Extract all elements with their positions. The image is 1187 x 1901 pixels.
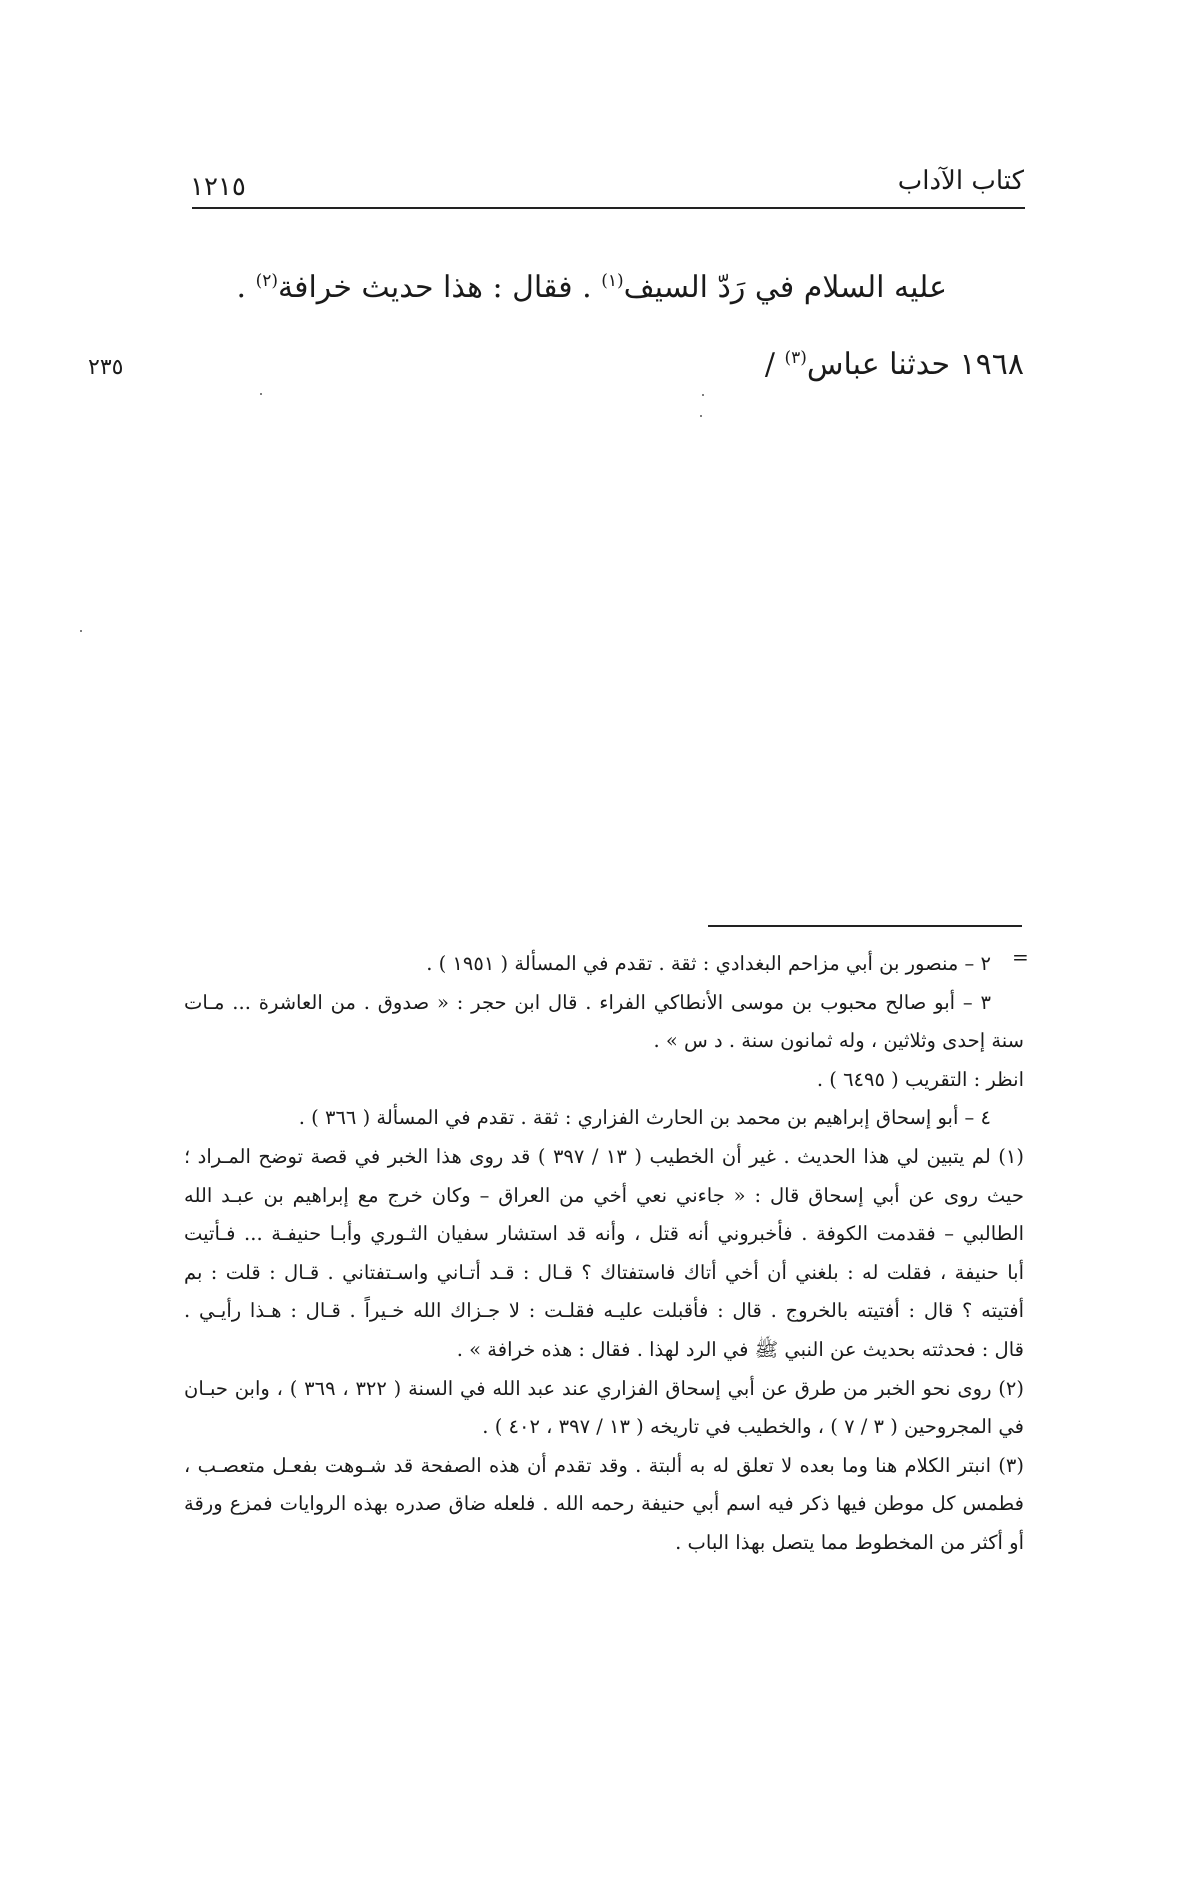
footnote-ref-3: (٣)	[784, 348, 807, 368]
footnote-line: ٤ – أبو إسحاق إبراهيم بن محمد بن الحارث الفزاري : ثقة . تقدم في المسألة ( ٣٦٦ ) .	[298, 1106, 991, 1130]
footnote-line: سنة إحدى وثلاثين ، وله ثمانون سنة . د س » .	[653, 1029, 1024, 1053]
footnote-line: الطالبي – فقدمت الكوفة . فأخبروني أنه قتل ، وأنه قد استشار سفيان الثـوري وأبـا حنيفـة ... فـأتيت	[184, 1222, 1024, 1246]
footnote-line: ٣ – أبو صالح محبوب بن موسى الأنطاكي الفراء . قال ابن حجر : « صدوق . من العاشرة ... مـات	[184, 990, 991, 1014]
footnote-separator	[708, 925, 1022, 927]
footnote-line: حيث روى عن أبي إسحاق قال : « جاءني نعي أخي من العراق – وكان خرج مع إبراهيم بن عبـد الله	[184, 1183, 1024, 1207]
paper-speck	[260, 393, 262, 395]
paper-speck	[700, 415, 702, 417]
main-text-line-1	[237, 270, 947, 305]
footnote-line: (٣) انبتر الكلام هنا وما بعده لا تعلق له به ألبتة . وقد تقدم أن هذه الصفحة قد شـوهت بفعـل متعصـب ،	[184, 1453, 1024, 1477]
running-header-title: كتاب الآداب	[897, 166, 1024, 196]
issue-number: ١٩٦٨	[959, 347, 1024, 382]
footnote-line: (١) لم يتبين لي هذا الحديث . غير أن الخطيب ( ١٣ / ٣٩٧ ) قد روى هذا الخبر في قصة توضح المـراد ؛	[184, 1144, 1024, 1168]
footnote-line: فطمس كل موطن فيها ذكر فيه اسم أبي حنيفة رحمه الله . فلعله ضاق صدره بهذه الروايات فمزع ورقة	[184, 1492, 1024, 1516]
main-text-line-2	[765, 347, 1024, 382]
header-rule	[192, 207, 1025, 209]
footnote-line: أو أكثر من المخطوط مما يتصل بهذا الباب .	[675, 1530, 1024, 1554]
continuation-mark: =	[1012, 945, 1029, 969]
footnotes-block	[184, 945, 1024, 1563]
margin-folio-number: ٢٣٥	[88, 355, 124, 380]
paper-speck	[80, 630, 82, 632]
footnote-line: ٢ – منصور بن أبي مزاحم البغدادي : ثقة . تقدم في المسألة ( ١٩٥١ ) .	[426, 952, 991, 975]
footnote-line: (٢) روى نحو الخبر من طرق عن أبي إسحاق الفزاري عند عبد الله في السنة ( ٣٢٢ ، ٣٦٩ ) ، وابن حبـان	[184, 1376, 1024, 1400]
main-text-2a: حدثنا عباس	[806, 347, 960, 382]
main-text-1c: .	[236, 270, 256, 305]
footnote-ref-2: (٢)	[255, 271, 279, 291]
footnote-line: قال : فحدثته بحديث عن النبي ﷺ في الرد لهذا . فقال : هذه خرافة » .	[456, 1337, 1024, 1361]
paper-speck	[702, 394, 704, 396]
footnote-line: انظر : التقريب ( ٦٤٩٥ ) .	[816, 1067, 1024, 1091]
footnote-ref-1: (١)	[601, 271, 624, 291]
footnote-line: أفتيته ؟ قال : أفتيته بالخروج . قال : فأقبلت عليـه فقلـت : لا جـزاك الله خـيراً . قـال : هـذا رأيـي .	[184, 1299, 1024, 1323]
main-text-1a: عليه السلام في رَدّ السيف	[623, 270, 947, 305]
main-text-2b: /	[764, 347, 785, 382]
footnote-line: في المجروحين ( ٣ / ٧ ) ، والخطيب في تاريخه ( ١٣ / ٣٩٧ ، ٤٠٢ ) .	[482, 1415, 1024, 1439]
main-text-1b: . فقال : هذا حديث خرافة	[278, 270, 602, 305]
page-number: ١٢١٥	[190, 172, 246, 202]
footnote-line: أبا حنيفة ، فقلت له : بلغني أن أخي أتاك فاستفتاك ؟ قـال : قـد أتـاني واسـتفتاني . قـال : قلت : بم	[184, 1260, 1024, 1284]
